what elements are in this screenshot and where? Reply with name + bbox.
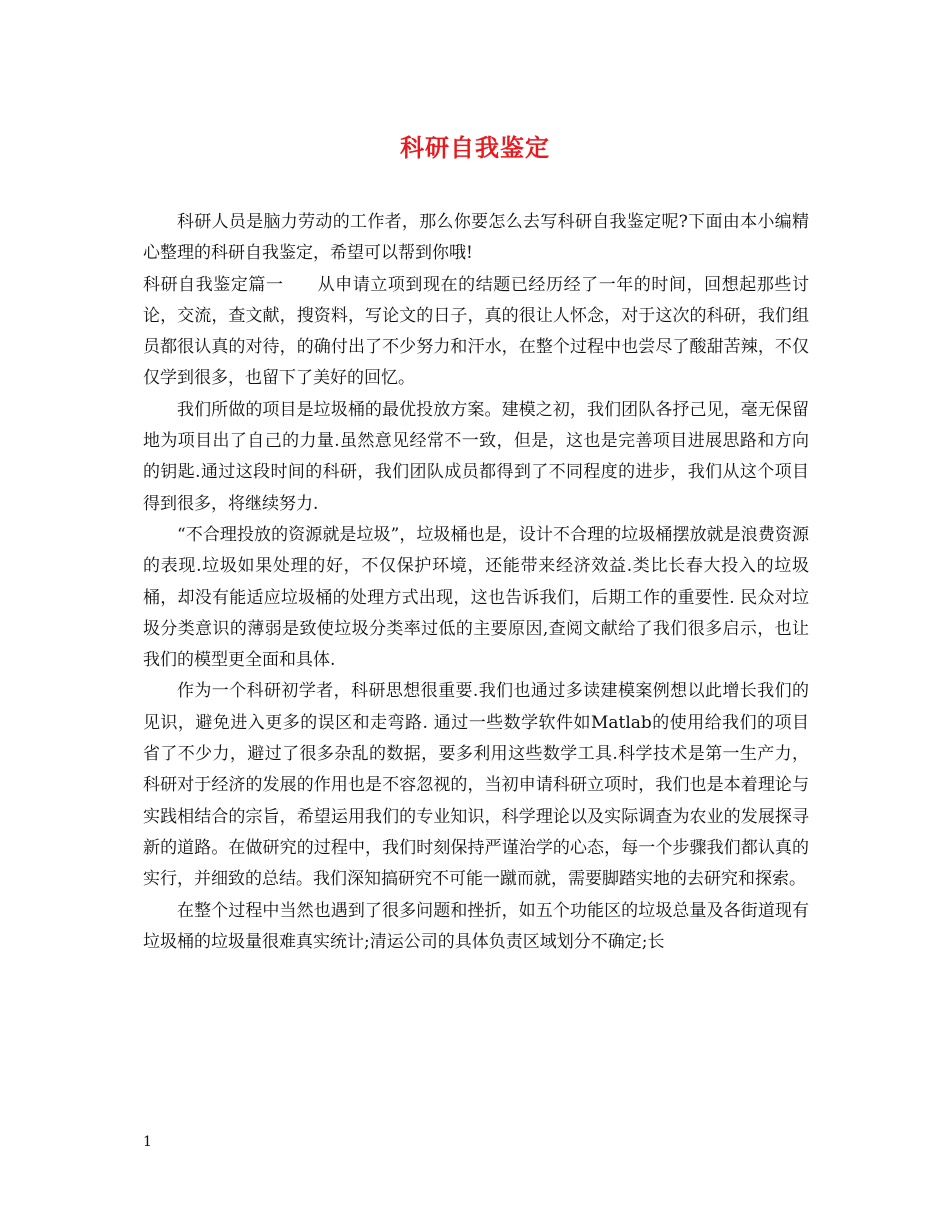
paragraph-4: 作为一个科研初学者，科研思想很重要.我们也通过多读建模案例想以此增长我们的见识，避免进入更多的误区和走弯路. 通过一些数学软件如Matlab的使用给我们的项目省了不少力，避过了很多杂乱的数据，要多利用这些数学工具.科学技术是第一生产力，科研对于经济的发展的作用也是不容忽视的，当初申请科研立项时，我们也是本着理论与实践相结合的宗旨，希望运用我们的专业知识，科学理论以及实际调查为农业的发展探寻新的道路。在做研究的过程中，我们时刻保持严谨治学的心态，每一个步骤我们都认真的实行，并细致的总结。我们深知搞研究不可能一蹴而就，需要脚踏实地的去研究和探索。: [143, 681, 809, 890]
section-heading: 科研自我鉴定篇一: [143, 274, 284, 295]
paragraph-5: 在整个过程中当然也遇到了很多问题和挫折，如五个功能区的垃圾总量及各街道现有垃圾桶的垃圾量很难真实统计;清运公司的具体负责区域划分不确定;长: [143, 900, 809, 952]
section-one-paragraph: [143, 270, 809, 395]
paragraph-2: 我们所做的项目是垃圾桶的最优投放方案。建模之初，我们团队各抒己见，毫无保留地为项目出了自己的力量.虽然意见经常不一致，但是，这也是完善项目进展思路和方向的钥匙.通过这段时间的科研，我们团队成员都得到了不同程度的进步，我们从这个项目得到很多，将继续努力.: [143, 399, 809, 514]
document-title: 科研自我鉴定: [400, 133, 550, 162]
page-number: 1: [143, 1134, 152, 1150]
paragraph-1-text: 从申请立项到现在的结题已经历经了一年的时间，回想起那些讨论，交流，查文献，搜资料，写论文的日子，真的很让人怀念，对于这次的科研，我们组员都很认真的对待，的确付出了不少努力和汗水，在整个过程中也尝尽了酸甜苦辣，不仅仅学到很多，也留下了美好的回忆。: [143, 274, 810, 389]
document-body: [143, 207, 809, 958]
intro-paragraph: 科研人员是脑力劳动的工作者，那么你要怎么去写科研自我鉴定呢?下面由本小编精心整理的科研自我鉴定，希望可以帮到你哦!: [143, 212, 809, 264]
paragraph-3: “不合理投放的资源就是垃圾”，垃圾桶也是，设计不合理的垃圾桶摆放就是浪费资源的表现.垃圾如果处理的好，不仅保护环境，还能带来经济效益.类比长春大投入的垃圾桶，却没有能适应垃圾桶的处理方式出现，这也告诉我们，后期工作的重要性. 民众对垃圾分类意识的薄弱是致使垃圾分类率过低的主要原因,查阅文献给了我们很多启示，也让我们的模型更全面和具体.: [143, 524, 809, 671]
